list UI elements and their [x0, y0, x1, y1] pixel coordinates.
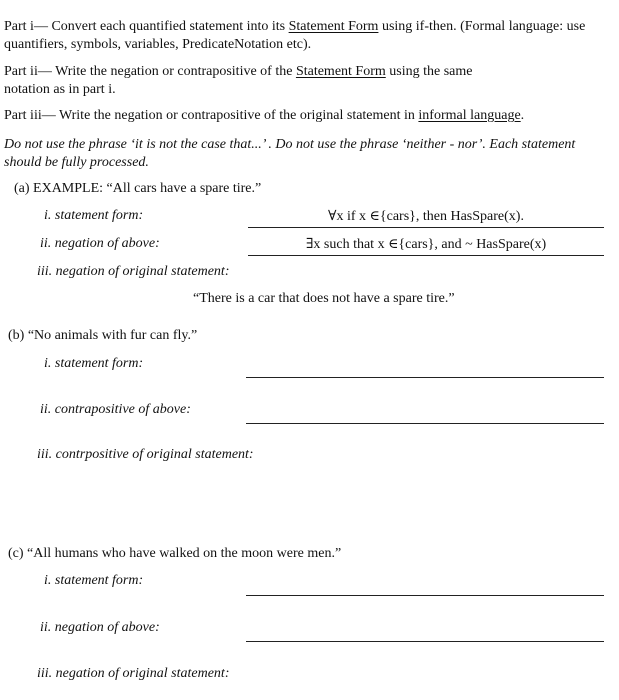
answer-line[interactable]: [246, 641, 604, 642]
problem-c-i-label: i. statement form:: [44, 573, 144, 588]
answer-line[interactable]: [246, 377, 604, 378]
statement-form-term: Statement Form: [295, 64, 386, 79]
problem-b-title: (b) “No animals with fur can fly.”: [8, 328, 198, 343]
answer-line[interactable]: [246, 423, 604, 424]
problem-c-title: (c) “All humans who have walked on the moon were men.”: [8, 546, 342, 561]
problem-b-iii-label: iii. contrpositive of original statement:: [37, 447, 254, 462]
problem-a-title: (a) EXAMPLE: “All cars have a spare tire.”: [14, 181, 262, 196]
problem-a-iii-answer: “There is a car that does not have a spare tire.”: [193, 291, 455, 306]
answer-line: [248, 227, 604, 228]
problem-a-iii-label: iii. negation of original statement:: [37, 264, 230, 279]
part-ii-instruction: Part ii— Write the negation or contrapositive of the Statement Form using the same notation as in part i.: [4, 64, 473, 97]
problem-c-ii-label: ii. negation of above:: [40, 620, 160, 635]
answer-line: [248, 255, 604, 256]
part-i-instruction: Part i— Convert each quantified statement into its Statement Form using if-then. (Formal language: use quantifiers, symbols, variables, PredicateNotation etc).: [4, 19, 586, 52]
informal-language-term: informal language: [418, 108, 521, 123]
problem-a-ii-label: ii. negation of above:: [40, 236, 160, 251]
problem-c-iii-label: iii. negation of original statement:: [37, 666, 230, 681]
part-iii-instruction: Part iii— Write the negation or contrapositive of the original statement in informal language.: [4, 108, 525, 123]
instruction-note: Do not use the phrase ‘it is not the case that...’ . Do not use the phrase ‘neither - nor’. Each statement should be fully processed.: [4, 137, 576, 170]
problem-b-ii-label: ii. contrapositive of above:: [40, 402, 191, 417]
problem-a-i-answer: ∀x if x ∈{cars}, then HasSpare(x).: [328, 209, 524, 224]
problem-a-ii-answer: ∃x such that x ∈{cars}, and ~ HasSpare(x): [305, 237, 547, 252]
statement-form-term: Statement Form: [288, 19, 379, 34]
problem-a-i-label: i. statement form:: [44, 208, 144, 223]
problem-b-i-label: i. statement form:: [44, 356, 144, 371]
answer-line[interactable]: [246, 595, 604, 596]
